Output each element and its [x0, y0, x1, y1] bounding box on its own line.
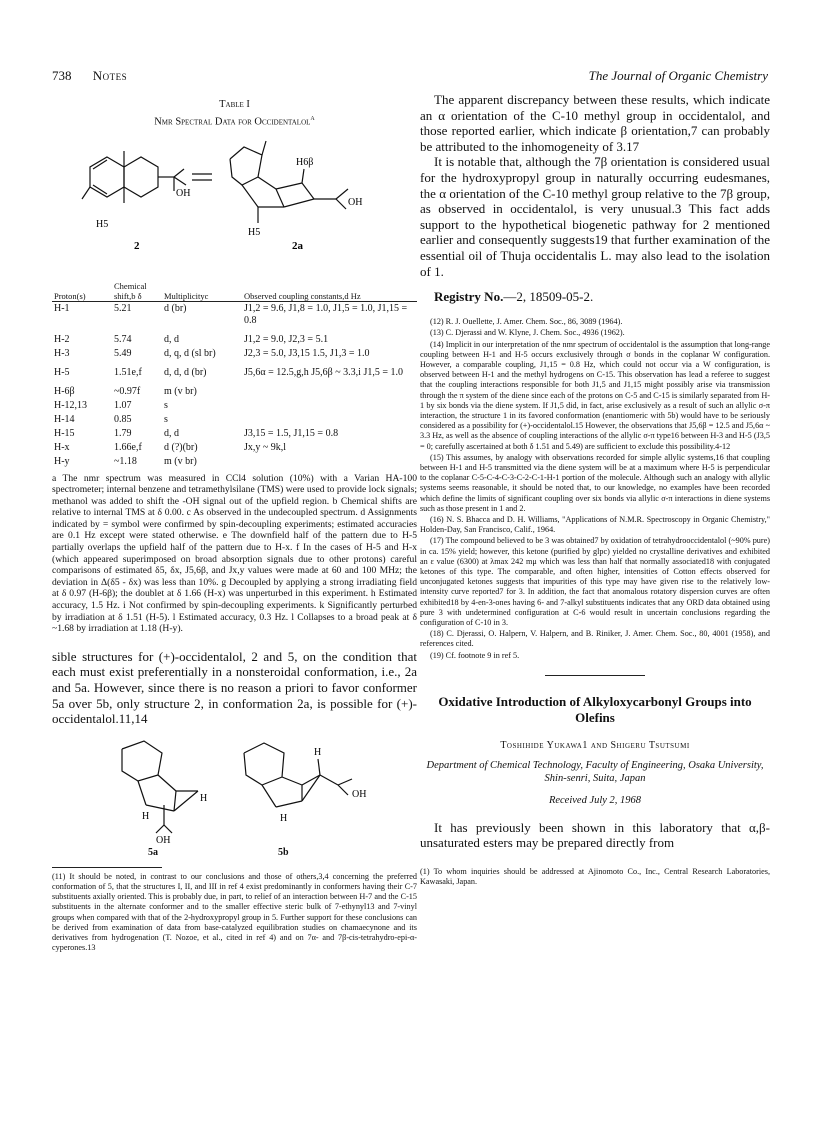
nmr-table: [52, 281, 417, 469]
article-footnote: (1) To whom inquiries should be addressed at Ajinomoto Co., Inc., Central Research Laboratories, Kawasaki, Japan.: [420, 867, 770, 887]
reference-item: (19) Cf. footnote 9 in ref 5.: [430, 650, 520, 660]
reference-item: (14) Implicit in our interpretation of the nmr spectrum of occidentalol is the assumption that long-range coupling between H-1 and H-5 occurs exclusively through σ bonds in the coplanar W configuration. However, a comparable coupling, J1,15 = 0.8 Hz, which could not occur via a W configuration, is observed between H-1 and the methyl hydrogens on C-15. This observation has lead a referee to suggest that the coupling interactions responsible for both J1,5 and J1,15 might possibly arise via transmission through the π system of the diene since each of the protons on C-5 and C-15 is similarly separated from H-1 by six bonds via the diene system. If J1,5 did, in fact, arise exclusively as a result of such an allylic σ-π interaction, the structure 1 in its favored conformation (enantiomeric with 5b) would have to be seriously considered as a possibility for (+)-occidentalol.15 However, the observations that J5,6β = 12.5 and J5,6α ~ 3.3 Hz, as well as the absence of coupling interactions of the allylic σ-π type16 between H-3 and H-5 (J3,5 = 0; carefully ascertained at both δ 1.51 and 5.49) are sufficient to exclude this possibility.4-12: [420, 339, 770, 451]
article-authors: Toshihide Yukawa1 and Shigeru Tsutsumi: [500, 739, 690, 751]
right-column: [420, 92, 770, 887]
table-number: Table I: [219, 99, 250, 110]
col-shift: Chemical shift,b δ: [112, 281, 162, 302]
section-title: Notes: [92, 68, 128, 83]
reference-item: (18) C. Djerassi, O. Halpern, V. Halpern, and B. Riniker, J. Amer. Chem. Soc., 80, 4001 (1958), and references cited.: [420, 629, 770, 649]
section-divider: [545, 675, 645, 676]
left-body-text: [52, 649, 417, 727]
body-paragraph: It is notable that, although the 7β orientation is considered usual for the hydroxypropyl group in naturally occurring eudesmanes, the α orientation of the C-10 methyl group relative to the 7β group, as observed in occidentalol, is very unusual.3 This fact adds support to the hypothetical biogenetic pathway for 2 mentioned earlier and consequently suggests19 that further examination of the essential oil of Thuja occidentalis L. may also lead to the isolation of 1.: [420, 154, 770, 279]
body-paragraph: sible structures for (+)-occidentalol, 2 and 5, on the condition that each must exist preferentially in a nonsteroidal conformation, i.e., 2a and 5a. However, since there is no reason a priori to favor conformer 5a over 5b, only structure 2, in conformation 2a, is possible for (+)-occidentalol.11,14: [52, 648, 417, 727]
table-row: H-x 1.66e,f d (?)(br) Jx,y ~ 9k,l: [54, 441, 287, 453]
structures-5a-5b: [52, 735, 417, 847]
structure-2a-label: 2a: [292, 239, 303, 252]
reference-item: (16) N. S. Bhacca and D. H. Williams, "Applications of N.M.R. Spectroscopy in Organic Chemistry," Holden-Day, San Francisco, Calif., 1964.: [420, 514, 770, 535]
table-footnotes: a The nmr spectrum was measured in CCl4 solution (10%) with a Varian HA-100 spectrometer; internal benzene and tetramethylsilane (TMS) were used to provide lock signals; methanol was added to shift the -OH signal out of the upfield region. b Chemical shifts are relative to internal TMS at δ 0.00. c As observed in the undecoupled spectrum. d Assignments indicated by = symbol were confirmed by spin-decoupling experiments; estimated accuracies are 0.1 Hz except were stated otherwise. e The downfield half of the pattern due to H-5 partially overlaps the upfield half of the pattern due to H-x. f In the cases of H-5 and H-x (which appeared superimposed on broad absorption signals due to other protons) careful comparisons of estimated δ5, δx, J5,6β, and Jx,y values were made at 60 and 100 MHz; the deviation in Δ(δ5 - δx) was less than 10%. g Decoupled by applying a strong irradiating field at δ 0.97 (H-6β); the doublet at δ 1.66 (H-x) was unperturbed in this experiment. h Estimated accuracy, 1.5 Hz. i Not confirmed by spin-decoupling experiments. k Significantly perturbed by irradiation at δ 1.51 (H-5). l Estimated accuracy, 0.3 Hz. l Collapses to a broad peak at δ ~1.68 by irradiation at 1.18 (H-y).: [52, 472, 417, 635]
table-title: Nmr Spectral Data for Occidentalol: [154, 116, 311, 128]
structure-5-labels: [52, 847, 417, 861]
col-proton: Proton(s): [52, 281, 112, 302]
reference-item: (12) R. J. Ouellette, J. Amer. Chem. Soc., 86, 3089 (1964).: [430, 317, 623, 327]
table-row: H-14 0.85 s: [54, 413, 168, 425]
structure-2-label: 2: [134, 239, 140, 252]
table-row: H-15 1.79 d, d J3,15 = 1.5, J1,15 = 0.8: [54, 427, 339, 439]
registry-value: —2, 18509-05-2.: [503, 289, 594, 305]
structure-5b-oh-label: OH: [352, 788, 367, 800]
table-row: H-6β ~0.97f m (v br): [54, 385, 197, 397]
journal-title: The Journal of Organic Chemistry: [588, 68, 768, 83]
article-intro: [420, 820, 770, 851]
structure-5a-oh-label: OH: [156, 834, 171, 846]
structure-5a-label: 5a: [148, 846, 158, 858]
left-column: [52, 92, 417, 953]
structure-5a-h5-label: H: [142, 810, 150, 822]
table-caption: [52, 98, 417, 129]
footnote-rule: [52, 867, 162, 868]
page-number: 738: [52, 68, 72, 83]
table-row: H-2 5.74 d, d J1,2 = 9.0, J2,3 = 5.1: [54, 333, 329, 345]
registry-numbers: [434, 289, 770, 305]
reference-item: (15) This assumes, by analogy with observations recorded for simple allylic systems,16 that coupling between H-1 and H-5 transmitted via the diene system will be at a maximum where H-5 is perpendicular to the coplanar C-5-C-4-C-3-C-2-C-1-H-1 portion of the molecule. Although such an analogy with allylic systems seems reasonable, it should be noted that, to our knowledge, no examples have been recorded which define the limits of significant coupling over six bonds via allylic σ-π interactions in diene systems such as those present in 1 and 2.: [420, 452, 770, 513]
structure-figure: [52, 129, 417, 281]
reference-item: (17) The compound believed to be 3 was obtained7 by oxidation of tetrahydrooccidentalol (~90% pure) in ca. 15% yield; however, this ketone (purified by glpc) yielded no crystalline derivatives and exhibited an ε value (6300) at λmax 242 mμ which was less than half that normally associated18 with conjugated ketones of this type. The comparable, and often higher, intensities of Cotton effects observed for unconjugated ketones suggests that impurities of this type may have given rise to the relatively low-intensity curve reported7 for 3. In addition, the fact that anomalous rotatory dispersion curves are often exhibited18 by 4-en-3-ones having 6- and 7-alkyl substituents indicates that any ORD data obtained using pure 3 with undetermined configuration at C-6 would result in uncertain conclusions regarding the configuration of C-10 in 3.: [420, 536, 770, 628]
col-multiplicity: Multiplicityc: [162, 281, 242, 302]
structure-5b-h5-label: H: [280, 812, 288, 824]
table-row: H-5 1.51e,f d, d, d (br) J5,6α = 12.5,g,h J5,6β ~ 3.3,i J1,5 = 1.0: [54, 366, 403, 378]
right-body-text: [420, 92, 770, 279]
structure-2-h5-label: H5: [96, 218, 109, 230]
structure-5b-label: 5b: [278, 846, 289, 858]
structure-5b-h-label: H: [314, 746, 322, 758]
running-header-left: [52, 68, 127, 84]
table-row: H-3 5.49 d, q, d (sl br) J2,3 = 5.0, J3,15 1.5, J1,3 = 1.0: [54, 347, 370, 359]
article-title: Oxidative Introduction of Alkyloxycarbonyl Groups into Olefins: [438, 693, 752, 725]
nmr-table-header: [52, 281, 417, 302]
structure-5a-h-label: H: [200, 792, 208, 804]
references: [420, 317, 770, 661]
reference-item: (13) C. Djerassi and W. Klyne, J. Chem. Soc., 4936 (1962).: [430, 328, 625, 338]
structure-2a-h6b-label: H6β: [296, 156, 314, 168]
body-paragraph: The apparent discrepancy between these results, which indicate an α orientation of the C-10 methyl group in occidentalol, and those reported earlier, which indicate β orientation,7 can probably be attributed to the inhomogeneity of 3.17: [420, 92, 770, 154]
article-affiliation: Department of Chemical Technology, Faculty of Engineering, Osaka University, Shin-senri, Suita, Japan: [426, 759, 764, 784]
structure-2a-h5-label: H5: [248, 226, 261, 238]
table-title-marker: a: [310, 112, 315, 122]
body-paragraph: It has previously been shown in this laboratory that α,β-unsaturated esters may be prepared directly from: [420, 819, 770, 851]
registry-label: Registry No.: [434, 289, 504, 305]
footnote-11: (11) It should be noted, in contrast to our conclusions and those of others,3,4 concerning the preferred conformation of 5, that the structures I, II, and III in ref 4 exist predominantly in conformers having their C-7 substituents axially oriented. This is probably due, in part, to relief of an interaction between H-7 and the C-15 substituents in the alternate conformer and to the smaller effective steric bulk of 7-ethynyl13 and 7-vinyl groups when compared with that of the 2-hydroxypropyl group in 5. Further support for these conclusions can be derived from examination of data from base-catalyzed equilibration studies on chamaecynone and its derivatives from hydrogenation (T. Nozoe, et al., cited in ref 4) and on 7α- and 7β-cis-tetrahydro-epi-α-cyperones.13: [52, 871, 417, 953]
table-row: H-y ~1.18 m (v br): [54, 455, 197, 467]
article-received-date: Received July 2, 1968: [548, 794, 642, 806]
structure-2-and-2a: [52, 129, 417, 281]
structure-2a-oh-label: OH: [348, 196, 363, 208]
col-coupling: Observed coupling constants,d Hz: [242, 281, 417, 302]
structure-2-oh-label: OH: [176, 187, 191, 199]
table-row: H-1 5.21 d (br) J1,2 = 9.6, J1,8 = 1.0, J1,5 = 1.0, J1,15 = 0.8: [54, 302, 408, 326]
table-row: H-12,13 1.07 s: [54, 399, 168, 411]
structure-5a-5b-figure: [52, 735, 417, 847]
